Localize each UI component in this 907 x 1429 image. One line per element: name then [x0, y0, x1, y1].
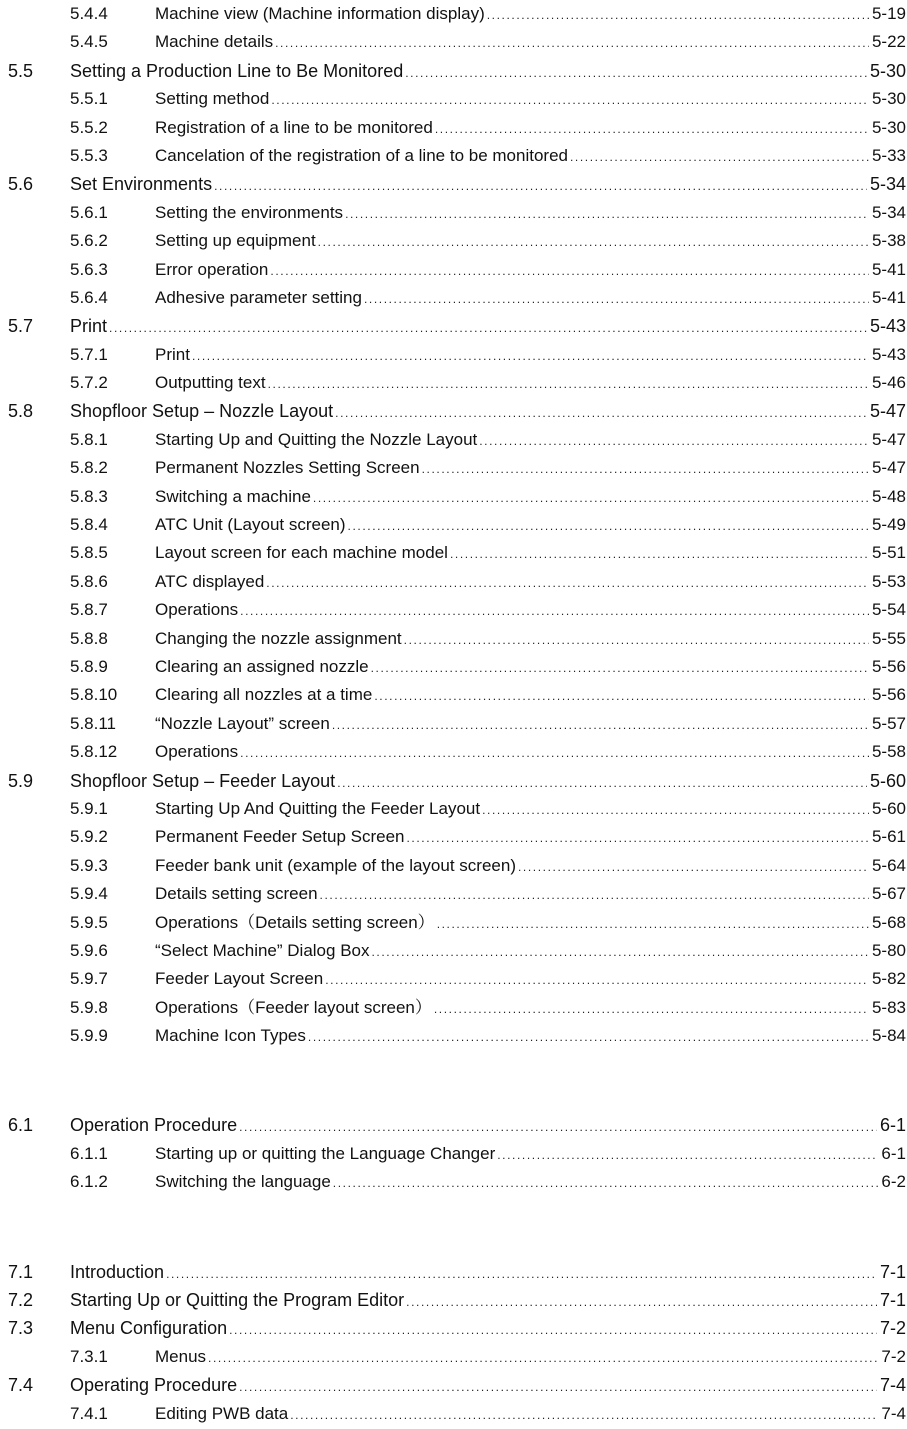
entry-page-number: 5-55 [871, 628, 906, 648]
entry-line [155, 483, 906, 512]
entry-line [155, 1400, 906, 1429]
dot-leader [318, 228, 869, 256]
entry-page-number: 5-41 [871, 287, 906, 307]
dot-leader [405, 59, 867, 87]
toc-subsection-entry[interactable] [0, 341, 907, 369]
toc-subsection-entry[interactable] [0, 1140, 907, 1168]
toc-subsection-entry[interactable] [0, 1343, 907, 1371]
entry-page-number: 5-22 [871, 32, 906, 52]
entry-line [155, 937, 906, 966]
entry-title[interactable]: Changing the nozzle assignment [155, 628, 402, 648]
entry-number: 5.9.2 [70, 827, 108, 847]
entry-title[interactable]: Set Environments [70, 174, 213, 195]
dot-leader [371, 938, 868, 966]
entry-title[interactable]: Editing PWB data [155, 1403, 289, 1423]
dot-leader [214, 172, 867, 200]
entry-line [155, 142, 906, 171]
entry-title[interactable]: ATC Unit (Layout screen) [155, 515, 346, 535]
dot-leader [406, 1288, 877, 1316]
toc-section-entry[interactable] [0, 397, 907, 425]
toc-subsection-entry[interactable] [0, 823, 907, 851]
dot-leader [166, 1260, 877, 1288]
entry-line [155, 0, 906, 29]
entry-title[interactable]: Clearing an assigned nozzle [155, 656, 369, 676]
entry-title[interactable]: Menu Configuration [70, 1318, 228, 1339]
entry-line [70, 1111, 906, 1141]
entry-line [155, 256, 906, 285]
entry-title[interactable]: Details setting screen [155, 884, 318, 904]
toc-section-entry[interactable] [0, 170, 907, 198]
entry-page-number: 5-83 [871, 997, 906, 1017]
dot-leader [518, 853, 869, 881]
entry-page-number: 5-38 [871, 231, 906, 251]
dot-leader [422, 455, 869, 483]
entry-line [155, 1022, 906, 1051]
dot-leader [268, 370, 869, 398]
toc-section-entry[interactable] [0, 1111, 907, 1139]
entry-page-number: 5-30 [869, 60, 906, 81]
entry-line [155, 28, 906, 57]
toc-section-entry[interactable] [0, 1258, 907, 1286]
entry-title[interactable]: “Nozzle Layout” screen [155, 713, 330, 733]
entry-number: 5.7.1 [70, 344, 108, 364]
entry-title[interactable]: “Select Machine” Dialog Box [155, 940, 370, 960]
entry-number: 5.4.5 [70, 32, 108, 52]
entry-line [70, 57, 906, 87]
entry-title[interactable]: Operations（Details setting screen） [155, 912, 435, 932]
entry-number: 5.9.3 [70, 855, 108, 875]
dot-leader [275, 29, 869, 57]
entry-page-number: 5-56 [871, 685, 906, 705]
entry-title[interactable]: Permanent Feeder Setup Screen [155, 827, 405, 847]
entry-line [155, 994, 906, 1023]
dot-leader [450, 540, 869, 568]
dot-leader [229, 1316, 877, 1344]
entry-page-number: 5-47 [871, 429, 906, 449]
toc-subsection-entry[interactable] [0, 994, 907, 1022]
toc-section-entry[interactable] [0, 767, 907, 795]
entry-page-number: 5-84 [871, 1026, 906, 1046]
dot-leader [239, 1113, 877, 1141]
dot-leader [348, 512, 869, 540]
entry-page-number: 7-4 [881, 1403, 906, 1423]
entry-title[interactable]: Starting Up and Quitting the Nozzle Layout [155, 429, 478, 449]
entry-page-number: 5-49 [871, 515, 906, 535]
entry-number: 5.8.9 [70, 656, 108, 676]
entry-line [70, 767, 906, 797]
toc-subsection-entry[interactable] [0, 0, 907, 28]
entry-title[interactable]: Outputting text [155, 373, 266, 393]
entry-number: 5.9.1 [70, 798, 108, 818]
entry-page-number: 6-1 [881, 1143, 906, 1163]
toc-subsection-entry[interactable] [0, 625, 907, 653]
entry-title[interactable]: Shopfloor Setup – Feeder Layout [70, 770, 336, 791]
entry-number: 5.4.4 [70, 4, 108, 23]
entry-line [155, 341, 906, 370]
entry-title[interactable]: Operating Procedure [70, 1375, 238, 1396]
entry-page-number: 5-82 [871, 969, 906, 989]
toc-subsection-entry[interactable] [0, 227, 907, 255]
dot-leader [109, 314, 867, 342]
entry-title[interactable]: Introduction [70, 1261, 165, 1282]
entry-line [155, 568, 906, 597]
entry-line [155, 880, 906, 909]
entry-page-number: 7-1 [879, 1290, 906, 1311]
entry-page-number: 5-60 [871, 798, 906, 818]
entry-line [155, 710, 906, 739]
dot-leader [437, 910, 869, 938]
entry-title[interactable]: Switching a machine [155, 486, 311, 506]
entry-line [70, 1258, 906, 1288]
entry-line [155, 1343, 906, 1372]
entry-number: 5.9.6 [70, 940, 108, 960]
entry-number: 5.7.2 [70, 373, 108, 393]
dot-leader [497, 1141, 878, 1169]
dot-leader [240, 739, 869, 767]
dot-leader [240, 597, 869, 625]
dot-leader [192, 342, 869, 370]
toc-group [0, 1258, 907, 1428]
entry-line [155, 965, 906, 994]
entry-title[interactable]: Error operation [155, 259, 269, 279]
entry-title[interactable]: Machine Icon Types [155, 1026, 306, 1046]
toc-subsection-entry[interactable] [0, 738, 907, 766]
dot-leader [308, 1023, 869, 1051]
entry-title[interactable]: Layout screen for each machine model [155, 543, 448, 563]
toc-subsection-entry[interactable] [0, 369, 907, 397]
entry-title[interactable]: Feeder bank unit (example of the layout screen) [155, 855, 516, 875]
entry-number: 6.1.2 [70, 1172, 108, 1192]
entry-title[interactable]: Adhesive parameter setting [155, 287, 362, 307]
entry-page-number: 5-43 [871, 344, 906, 364]
entry-number: 5.8.5 [70, 543, 108, 563]
entry-line [155, 1168, 906, 1197]
entry-page-number: 5-68 [871, 912, 906, 932]
entry-page-number: 6-1 [879, 1115, 906, 1136]
entry-line [70, 1371, 906, 1401]
entry-title[interactable]: Print [70, 316, 108, 337]
entry-title[interactable]: Machine view (Machine information display) [155, 4, 485, 23]
dot-leader [479, 427, 869, 455]
toc-subsection-entry[interactable] [0, 256, 907, 284]
entry-line [155, 199, 906, 228]
toc-section-entry[interactable] [0, 1314, 907, 1342]
entry-title[interactable]: Permanent Nozzles Setting Screen [155, 458, 420, 478]
dot-leader [333, 1169, 879, 1197]
entry-line [155, 85, 906, 114]
toc-subsection-entry[interactable] [0, 880, 907, 908]
entry-page-number: 5-64 [871, 855, 906, 875]
toc-subsection-entry[interactable] [0, 1022, 907, 1050]
entry-line [70, 170, 906, 200]
dot-leader [435, 115, 869, 143]
entry-number: 5.9 [8, 770, 34, 791]
entry-page-number: 7-2 [881, 1346, 906, 1366]
entry-title[interactable]: Starting up or quitting the Language Changer [155, 1143, 496, 1163]
entry-number: 6.1.1 [70, 1143, 108, 1163]
toc-subsection-entry[interactable] [0, 142, 907, 170]
entry-number: 5.7 [8, 316, 34, 337]
dot-leader [208, 1344, 878, 1372]
dot-leader [313, 484, 869, 512]
entry-page-number: 5-67 [871, 884, 906, 904]
dot-leader [364, 285, 869, 313]
entry-page-number: 7-1 [879, 1261, 906, 1282]
entry-number: 5.6.3 [70, 259, 108, 279]
entry-number: 5.8.6 [70, 571, 108, 591]
entry-line [155, 625, 906, 654]
entry-page-number: 5-61 [871, 827, 906, 847]
toc-subsection-entry[interactable] [0, 909, 907, 937]
entry-number: 7.2 [8, 1290, 34, 1311]
entry-number: 5.9.5 [70, 912, 108, 932]
dot-leader [239, 1373, 877, 1401]
entry-number: 5.8.11 [70, 713, 117, 733]
dot-leader [270, 257, 869, 285]
entry-page-number: 5-47 [869, 401, 906, 422]
entry-number: 6.1 [8, 1115, 34, 1136]
entry-title[interactable]: Switching the language [155, 1172, 331, 1192]
entry-title[interactable]: Registration of a line to be monitored [155, 117, 433, 137]
toc-subsection-entry[interactable] [0, 539, 907, 567]
entry-line [70, 397, 906, 427]
entry-page-number: 6-2 [881, 1172, 906, 1192]
entry-number: 5.5 [8, 60, 34, 81]
entry-number: 5.6.2 [70, 231, 108, 251]
entry-page-number: 5-51 [871, 543, 906, 563]
entry-title[interactable]: Operations [155, 742, 239, 762]
dot-leader [374, 682, 869, 710]
toc-section-entry[interactable] [0, 312, 907, 340]
entry-page-number: 5-19 [871, 4, 906, 23]
entry-number: 5.8.4 [70, 515, 108, 535]
toc-subsection-entry[interactable] [0, 596, 907, 624]
entry-number: 7.3.1 [70, 1346, 108, 1366]
entry-page-number: 5-53 [871, 571, 906, 591]
entry-title[interactable]: Machine details [155, 32, 274, 52]
dot-leader [570, 143, 869, 171]
dot-leader [335, 399, 867, 427]
dot-leader [406, 824, 868, 852]
entry-title[interactable]: Setting method [155, 89, 270, 109]
toc-subsection-entry[interactable] [0, 284, 907, 312]
toc-subsection-entry[interactable] [0, 681, 907, 709]
toc-subsection-entry[interactable] [0, 1168, 907, 1196]
entry-title[interactable]: Feeder Layout Screen [155, 969, 324, 989]
entry-number: 5.8.12 [70, 742, 118, 762]
toc-section-entry[interactable] [0, 1371, 907, 1399]
entry-line [155, 852, 906, 881]
entry-title[interactable]: ATC displayed [155, 571, 265, 591]
entry-number: 5.5.1 [70, 89, 108, 109]
entry-page-number: 5-41 [871, 259, 906, 279]
entry-number: 5.9.7 [70, 969, 108, 989]
entry-number: 5.6.1 [70, 202, 108, 222]
entry-page-number: 5-60 [869, 770, 906, 791]
entry-line [70, 312, 906, 342]
entry-title[interactable]: Operation Procedure [70, 1115, 238, 1136]
entry-title[interactable]: Clearing all nozzles at a time [155, 685, 373, 705]
entry-line [155, 539, 906, 568]
entry-number: 7.3 [8, 1318, 34, 1339]
entry-number: 5.8 [8, 401, 34, 422]
dot-leader [482, 796, 869, 824]
toc-subsection-entry[interactable] [0, 937, 907, 965]
entry-title[interactable]: Cancelation of the registration of a line to be monitored [155, 145, 568, 165]
entry-title[interactable]: Starting Up And Quitting the Feeder Layout [155, 798, 481, 818]
dot-leader [290, 1401, 878, 1429]
entry-page-number: 5-30 [871, 89, 906, 109]
entry-number: 5.8.10 [70, 685, 118, 705]
entry-page-number: 5-54 [871, 600, 906, 620]
entry-number: 7.4.1 [70, 1403, 108, 1423]
entry-line [155, 284, 906, 313]
toc-subsection-entry[interactable] [0, 568, 907, 596]
dot-leader [487, 1, 869, 29]
dot-leader [337, 769, 867, 797]
entry-page-number: 5-30 [871, 117, 906, 137]
dot-leader [325, 966, 869, 994]
entry-line [155, 454, 906, 483]
entry-page-number: 7-4 [879, 1375, 906, 1396]
entry-title[interactable]: Menus [155, 1346, 207, 1366]
entry-number: 5.8.8 [70, 628, 108, 648]
entry-number: 5.6 [8, 174, 34, 195]
entry-line [155, 738, 906, 767]
entry-number: 5.8.7 [70, 600, 108, 620]
entry-page-number: 5-47 [871, 458, 906, 478]
toc-section-entry[interactable] [0, 1286, 907, 1314]
entry-title[interactable]: Print [155, 344, 190, 364]
entry-page-number: 5-57 [871, 713, 906, 733]
entry-line [155, 511, 906, 540]
toc-subsection-entry[interactable] [0, 965, 907, 993]
toc-subsection-entry[interactable] [0, 653, 907, 681]
toc-subsection-entry[interactable] [0, 454, 907, 482]
entry-line [155, 426, 906, 455]
toc-subsection-entry[interactable] [0, 426, 907, 454]
entry-page-number: 5-80 [871, 940, 906, 960]
toc-subsection-entry[interactable] [0, 795, 907, 823]
entry-line [155, 114, 906, 143]
dot-leader [345, 200, 869, 228]
entry-title[interactable]: Starting Up or Quitting the Program Editor [70, 1290, 405, 1311]
dot-leader [434, 995, 869, 1023]
toc-section-entry[interactable] [0, 57, 907, 85]
entry-line [155, 227, 906, 256]
entry-line [155, 596, 906, 625]
entry-title[interactable]: Operations（Feeder layout screen） [155, 997, 432, 1017]
entry-number: 5.5.2 [70, 117, 108, 137]
entry-line [155, 369, 906, 398]
entry-title[interactable]: Setting the environments [155, 202, 344, 222]
toc-subsection-entry[interactable] [0, 852, 907, 880]
entry-page-number: 5-56 [871, 656, 906, 676]
entry-number: 7.4 [8, 1375, 34, 1396]
entry-number: 5.8.1 [70, 429, 108, 449]
entry-page-number: 5-58 [871, 742, 906, 762]
entry-number: 7.1 [8, 1261, 34, 1282]
entry-title[interactable]: Operations [155, 600, 239, 620]
toc-subsection-entry[interactable] [0, 1400, 907, 1428]
entry-line [155, 681, 906, 710]
entry-number: 5.6.4 [70, 287, 108, 307]
entry-number: 5.9.8 [70, 997, 108, 1017]
entry-line [70, 1314, 906, 1344]
entry-number: 5.8.3 [70, 486, 108, 506]
entry-number: 5.9.4 [70, 884, 108, 904]
entry-title[interactable]: Setting up equipment [155, 231, 316, 251]
entry-page-number: 5-34 [871, 202, 906, 222]
dot-leader [332, 711, 869, 739]
toc-subsection-entry[interactable] [0, 483, 907, 511]
entry-line [155, 909, 906, 938]
entry-page-number: 5-48 [871, 486, 906, 506]
toc-subsection-entry[interactable] [0, 199, 907, 227]
toc-subsection-entry[interactable] [0, 85, 907, 113]
dot-leader [371, 654, 869, 682]
entry-line [155, 653, 906, 682]
toc-group [0, 1111, 907, 1196]
dot-leader [266, 569, 869, 597]
toc-subsection-entry[interactable] [0, 710, 907, 738]
toc-subsection-entry[interactable] [0, 511, 907, 539]
entry-title[interactable]: Shopfloor Setup – Nozzle Layout [70, 401, 334, 422]
entry-title[interactable]: Setting a Production Line to Be Monitored [70, 60, 404, 81]
toc-subsection-entry[interactable] [0, 28, 907, 56]
entry-number: 5.5.3 [70, 145, 108, 165]
entry-line [155, 795, 906, 824]
entry-number: 5.8.2 [70, 458, 108, 478]
entry-page-number: 7-2 [879, 1318, 906, 1339]
entry-page-number: 5-33 [871, 145, 906, 165]
entry-number: 5.9.9 [70, 1026, 108, 1046]
entry-line [155, 823, 906, 852]
toc-subsection-entry[interactable] [0, 114, 907, 142]
dot-leader [404, 626, 869, 654]
dot-leader [271, 86, 869, 114]
entry-line [155, 1140, 906, 1169]
entry-line [70, 1286, 906, 1316]
dot-leader [320, 881, 869, 909]
entry-page-number: 5-43 [869, 316, 906, 337]
entry-page-number: 5-34 [869, 174, 906, 195]
entry-page-number: 5-46 [871, 373, 906, 393]
